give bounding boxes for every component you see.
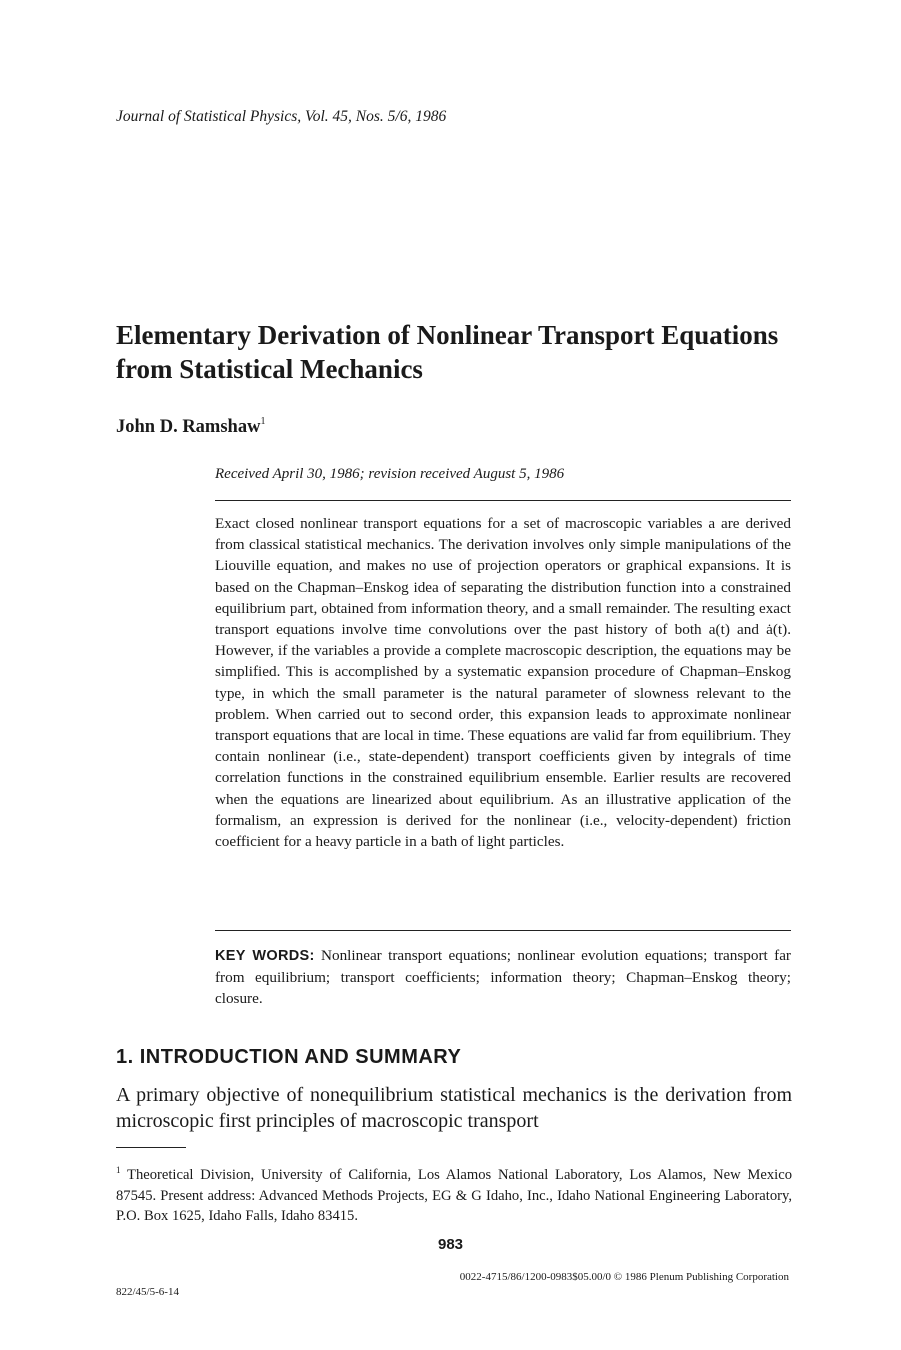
footnote-mark: 1: [116, 1165, 121, 1175]
section-heading: 1. INTRODUCTION AND SUMMARY: [116, 1046, 462, 1068]
journal-citation: Journal of Statistical Physics, Vol. 45, Nos. 5/6, 1986: [116, 108, 447, 125]
received-dates: Received April 30, 1986; revision received August 5, 1986: [215, 466, 565, 482]
copyright-line: 0022-4715/86/1200-0983$05.00/0 © 1986 Plenum Publishing Corporation: [459, 1271, 789, 1283]
keywords-label: KEY WORDS:: [215, 948, 315, 964]
abstract-bottom-rule: [215, 930, 791, 931]
footnote-text: Theoretical Division, University of California, Los Alamos National Laboratory, Los Alamos, New Mexico 87545. Present address: Advanced Methods Projects, EG & G Idaho, Inc., Idaho National Engineering Laboratory, P.O. Box 1625, Idaho Falls, Idaho 83415.: [116, 1167, 792, 1224]
author-footnote-mark: 1: [260, 416, 266, 427]
abstract-top-rule: [215, 500, 791, 501]
author-line: [116, 416, 265, 438]
intro-paragraph: A primary objective of nonequilibrium statistical mechanics is the derivation from microscopic first principles of macroscopic transport: [116, 1084, 792, 1132]
footnote: [116, 1160, 792, 1227]
footnote-rule: [116, 1147, 186, 1148]
keywords-text: Nonlinear transport equations; nonlinear evolution equations; transport far from equilibrium; transport coefficients; information theory; Chapman–Enskog theory; closure.: [215, 947, 791, 1008]
keywords: [215, 945, 791, 1010]
author-name: John D. Ramshaw: [116, 417, 261, 437]
abstract: Exact closed nonlinear transport equations for a set of macroscopic variables a are derived from classical statistical mechanics. The derivation involves only simple manipulations of the Liouville equation, and makes no use of projection operators or graphical expansions. It is based on the Chapman–Enskog idea of separating the distribution function into a constrained equilibrium part, obtained from information theory, and a small remainder. The resulting exact transport equations involve time convolutions over the past history of both a(t) and ȧ(t). However, if the variables a provide a complete macroscopic description, the equations may be simplified. This is accomplished by a systematic expansion procedure of Chapman–Enskog type, in which the small parameter is the natural parameter of slowness relevant to the problem. When carried out to second order, this expansion leads to approximate nonlinear transport equations that are local in time. These equations are valid far from equilibrium. They contain nonlinear (i.e., state-dependent) transport coefficients given by integrals of time correlation functions in the constrained equilibrium ensemble. Earlier results are recovered when the equations are linearized about equilibrium. As an illustrative application of the formalism, an expression is derived for the nonlinear (i.e., velocity-dependent) friction coefficient for a heavy particle in a bath of light particles.: [215, 515, 791, 851]
page-number: 983: [437, 1236, 464, 1253]
paper-title: Elementary Derivation of Nonlinear Transport Equations from Statistical Mechanics: [116, 320, 779, 384]
manuscript-code: 822/45/5-6-14: [116, 1286, 179, 1298]
